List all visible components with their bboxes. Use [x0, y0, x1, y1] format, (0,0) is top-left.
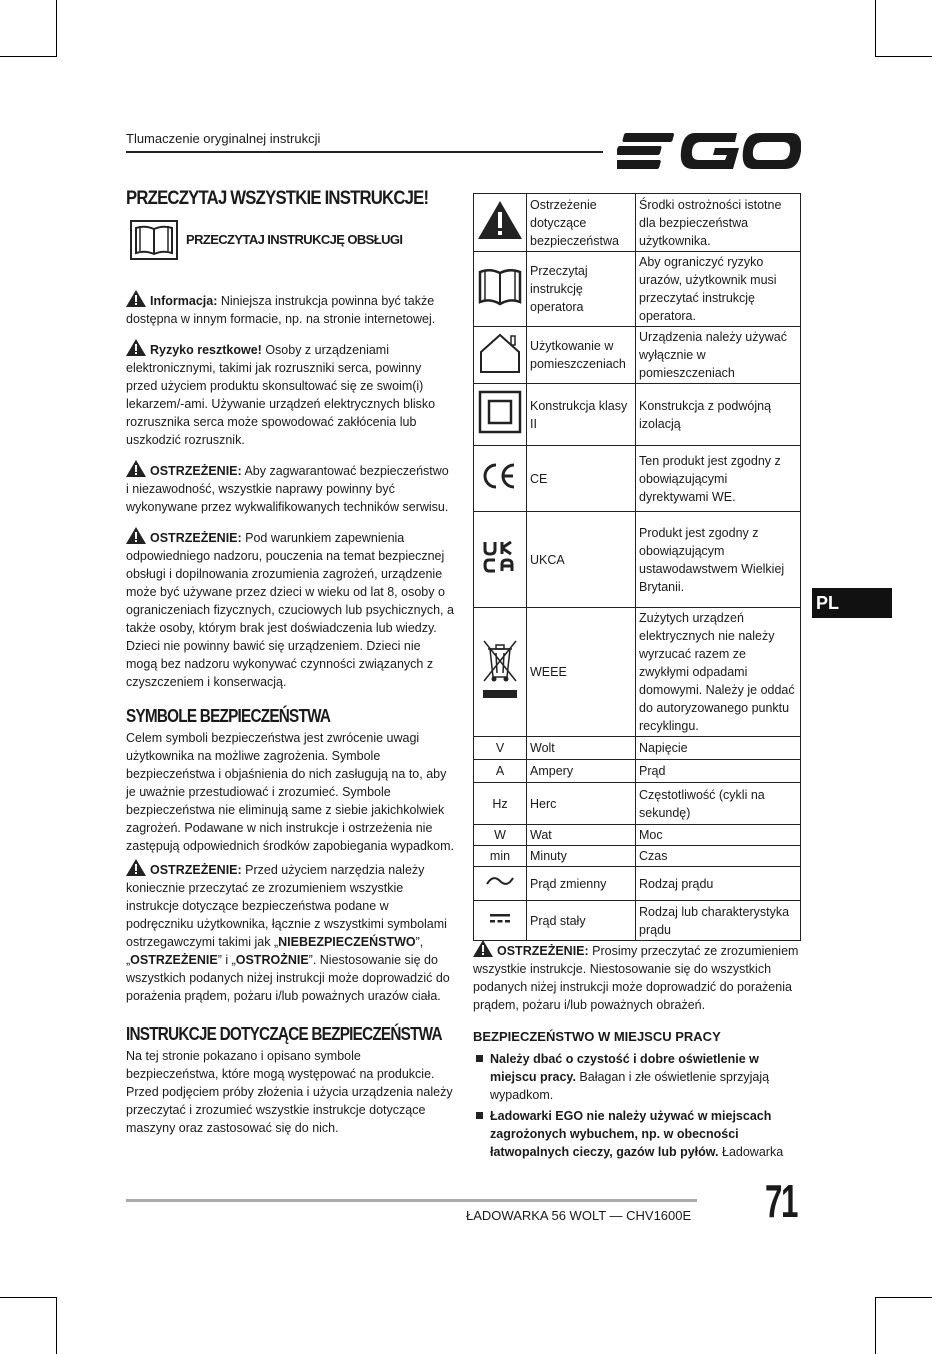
table-row [474, 760, 801, 783]
table-cell-meaning: Rodzaj lub charakterystyka prądu [636, 901, 801, 941]
left-column [126, 190, 454, 1137]
warning-icon [126, 859, 146, 876]
table-cell-meaning: Napięcie [636, 737, 801, 760]
instructions-paragraph: Na tej stronie pokazano i opisano symbole bezpieczeństwa, które mogą występować na produkcie. Przed podjęciem próby złożenia i użycia urządzenia należy przeczytać i zrozumieć wszystkie instrukcje dotyczące maszyny oraz zastosować się do nich. [126, 1049, 453, 1135]
warning-paragraph-3 [126, 859, 454, 1005]
warning-paragraph-1 [126, 460, 454, 516]
warning-text-3a: Przed użyciem narzędzia należy koniecznie przeczytać ze zrozumieniem wszystkie instrukcje dotyczące bezpieczeństwa podane w podręczniku użytkownika, łącznie z wszystkimi symbolami ostrzegawczymi takimi jak „ [126, 863, 447, 949]
symbols-table [473, 193, 801, 941]
table-cell-symbol [474, 446, 527, 512]
crop-mark [875, 0, 876, 57]
table-row [474, 867, 801, 901]
warning-text-3b: NIEBEZPIECZEŃSTWO [278, 935, 416, 949]
table-cell-name: Konstrukcja klasy II [527, 384, 636, 446]
warning-label: OSTRZEŻENIE: [497, 944, 589, 958]
table-row [474, 846, 801, 867]
ac-icon [485, 874, 515, 888]
table-cell-name: CE [527, 446, 636, 512]
warning-label: OSTRZEŻENIE: [150, 531, 242, 545]
page-number: 71 [765, 1175, 798, 1227]
right-warning-paragraph [473, 940, 803, 1014]
table-row [474, 901, 801, 941]
footer-divider [126, 1199, 697, 1202]
crop-mark [875, 56, 932, 57]
info-label: Informacja: [150, 294, 218, 308]
warning-text-3d: OSTRZEŻENIE [130, 953, 218, 967]
table-cell-name: WEEE [527, 608, 636, 737]
table-cell-meaning: Zużytych urządzeń elektrycznych nie należy wyrzucać razem ze zwykłymi odpadami domowymi. Należy je oddać do autoryzowanego punktu recyklingu. [636, 608, 801, 737]
ego-logo [617, 131, 801, 171]
section-title: BEZPIECZEŃSTWO W MIEJSCU PRACY [473, 1029, 721, 1044]
table-row [474, 446, 801, 512]
crop-mark [875, 1297, 876, 1354]
warning-icon [126, 290, 146, 307]
table-cell-name: UKCA [527, 512, 636, 608]
table-cell-name: Wolt [527, 737, 636, 760]
table-row [474, 512, 801, 608]
table-cell-symbol [474, 608, 527, 737]
info-text: Niniejsza instrukcja powinna być także dostępna w innym formacie, np. na stronie internetowej. [126, 294, 436, 326]
book-icon [130, 220, 178, 260]
table-cell-name: Prąd stały [527, 901, 636, 941]
ukca-icon [483, 540, 517, 574]
footer-product: ŁADOWARKA 56 WOLT — CHV1600E [466, 1208, 692, 1223]
table-row [474, 327, 801, 384]
table-cell-meaning: Środki ostrożności istotne dla bezpieczeństwa użytkownika. [636, 194, 801, 252]
weee-icon [480, 637, 520, 703]
table-cell-meaning: Aby ograniczyć ryzyko urazów, użytkownik musi przeczytać instrukcję operatora. [636, 252, 801, 327]
table-cell-name: Użytkowanie w pomieszczeniach [527, 327, 636, 384]
table-cell-meaning: Ten produkt jest zgodny z obowiązującymi dyrektywami WE. [636, 446, 801, 512]
heading-safety-instructions: INSTRUKCJE DOTYCZĄCE BEZPIECZEŃSTWA [126, 1024, 442, 1044]
table-row [474, 608, 801, 737]
table-cell-meaning: Częstotliwość (cykli na sekundę) [636, 783, 801, 825]
table-row [474, 252, 801, 327]
class-ii-icon [477, 389, 523, 435]
language-tab: PL [812, 588, 892, 618]
book-icon [477, 266, 523, 308]
bullet-list [473, 1050, 803, 1161]
table-cell-meaning: Czas [636, 846, 801, 867]
table-cell-meaning: Urządzenia należy używać wyłącznie w pomieszczeniach [636, 327, 801, 384]
warning-icon [477, 199, 523, 241]
header-title: Tlumaczenie oryginalnej instrukcji [126, 131, 321, 146]
right-warning-text: Prosimy przeczytać ze zrozumieniem wszystkie instrukcje. Niestosowanie się do wszystkich podanych niżej instrukcji może doprowadzić do porażenia prądem, pożaru i/lub poważnych obrażeń. [473, 944, 799, 1012]
table-cell-symbol: A [474, 760, 527, 783]
table-cell-name: Herc [527, 783, 636, 825]
table-row [474, 384, 801, 446]
warning-text-3g: ”. Niestosowanie się do wszystkich podanych niżej instrukcji może doprowadzić do porażenia prądem, pożaru i/lub poważnych urazów ciała. [126, 953, 450, 1003]
table-cell-symbol [474, 867, 527, 901]
header-divider [126, 151, 603, 153]
crop-mark [56, 1297, 57, 1354]
warning-text-2: Pod warunkiem zapewnienia odpowiedniego nadzoru, pouczenia na temat bezpiecznej obsługi i dopilnowania zrozumienia zagrożeń, urządzenie może być używane przez dzieci w wieku od lat 8, osoby o ograniczeniach fizycznych, czuciowych lub psychicznych, a także osoby, którym brak jest doświadczenia lub wiedzy. Dzieci nie powinny bawić się urządzeniem. Dzieci nie mogą bez nadzoru wykonywać czynności związanych z czyszczeniem i konserwacją. [126, 531, 454, 689]
table-row [474, 783, 801, 825]
residual-text: Osoby z urządzeniami elektronicznymi, takimi jak rozruszniki serca, powinny przed użyciem produktu skonsultować się ze swoim(i) lekarzem/-ami. Używanie urządzeń elektrycznych blisko rozrusznika serca może spowodować zakłócenia lub uszkodzić rozrusznik. [126, 343, 436, 447]
table-cell-name: Minuty [527, 846, 636, 867]
list-item [473, 1107, 803, 1161]
table-cell-symbol: min [474, 846, 527, 867]
crop-mark [56, 0, 57, 57]
residual-paragraph [126, 339, 454, 449]
table-cell-symbol [474, 327, 527, 384]
crop-mark [0, 1297, 57, 1298]
table-cell-name: Przeczytaj instrukcję operatora [527, 252, 636, 327]
list-item-bold: Ładowarki EGO nie należy używać w miejscach zagrożonych wybuchem, np. w obecności łatwopalnych cieczy, gazów lub pyłów. [490, 1109, 772, 1159]
warning-text-3e: ” i „ [217, 953, 236, 967]
symbols-paragraph: Celem symboli bezpieczeństwa jest zwrócenie uwagi użytkownika na możliwe zagrożenia. Symbole bezpieczeństwa i objaśnienia do nich zasługują na to, aby je uważnie przestudiować i zrozumieć. Symbole bezpieczeństwa nie eliminują same z siebie jakichkolwiek zagrożeń. Podawane w nich instrukcje i ostrzeżenia nie zastępują odpowiednich środków zapobiegania wypadkom. [126, 731, 454, 853]
crop-mark [875, 1297, 932, 1298]
workplace-safety-section [473, 1028, 803, 1164]
table-cell-name: Prąd zmienny [527, 867, 636, 901]
warning-text-3f: OSTROŻNIE [235, 953, 309, 967]
read-manual-row [130, 220, 454, 260]
table-cell-symbol [474, 384, 527, 446]
table-cell-symbol [474, 194, 527, 252]
ce-icon [480, 461, 520, 491]
crop-mark [0, 56, 57, 57]
table-cell-meaning: Konstrukcja z podwójną izolacją [636, 384, 801, 446]
table-cell-name: Ampery [527, 760, 636, 783]
read-manual-label: PRZECZYTAJ INSTRUKCJĘ OBSŁUGI [186, 232, 403, 247]
table-cell-name: Ostrzeżenie dotyczące bezpieczeństwa [527, 194, 636, 252]
warning-text-1: Aby zagwarantować bezpieczeństwo i niezawodność, wszystkie naprawy powinny być wykonywane przez wykwalifikowanych techników serwisu. [126, 464, 449, 514]
list-item-bold: Należy dbać o czystość i dobre oświetlenie w miejscu pracy. [490, 1052, 759, 1084]
table-cell-meaning: Prąd [636, 760, 801, 783]
residual-label: Ryzyko resztkowe! [150, 343, 262, 357]
warning-icon [126, 339, 146, 356]
dc-icon [488, 911, 512, 925]
table-row [474, 194, 801, 252]
table-cell-symbol: V [474, 737, 527, 760]
table-cell-symbol: W [474, 825, 527, 846]
heading-symbols: SYMBOLE BEZPIECZEŃSTWA [126, 706, 331, 726]
warning-label: OSTRZEŻENIE: [150, 863, 242, 877]
table-cell-symbol [474, 901, 527, 941]
warning-icon [126, 527, 146, 544]
list-item [473, 1050, 803, 1104]
table-cell-meaning: Moc [636, 825, 801, 846]
warning-paragraph-2 [126, 527, 454, 691]
house-icon [477, 332, 523, 374]
table-cell-symbol [474, 252, 527, 327]
table-cell-meaning: Rodzaj prądu [636, 867, 801, 901]
info-paragraph [126, 290, 454, 328]
list-item-text: Bałagan i złe oświetlenie sprzyjają wypadkom. [490, 1070, 770, 1102]
warning-icon [473, 940, 493, 957]
warning-text-3c: ”, „ [126, 935, 424, 967]
table-row [474, 825, 801, 846]
table-cell-name: Wat [527, 825, 636, 846]
table-cell-symbol [474, 512, 527, 608]
list-item-text: Ładowarka [718, 1145, 784, 1159]
table-cell-meaning: Produkt jest zgodny z obowiązującym ustawodawstwem Wielkiej Brytanii. [636, 512, 801, 608]
table-row [474, 737, 801, 760]
warning-label: OSTRZEŻENIE: [150, 464, 242, 478]
table-cell-symbol: Hz [474, 783, 527, 825]
heading-read-all: PRZECZYTAJ WSZYSTKIE INSTRUKCJE! [126, 188, 429, 209]
warning-icon [126, 460, 146, 477]
